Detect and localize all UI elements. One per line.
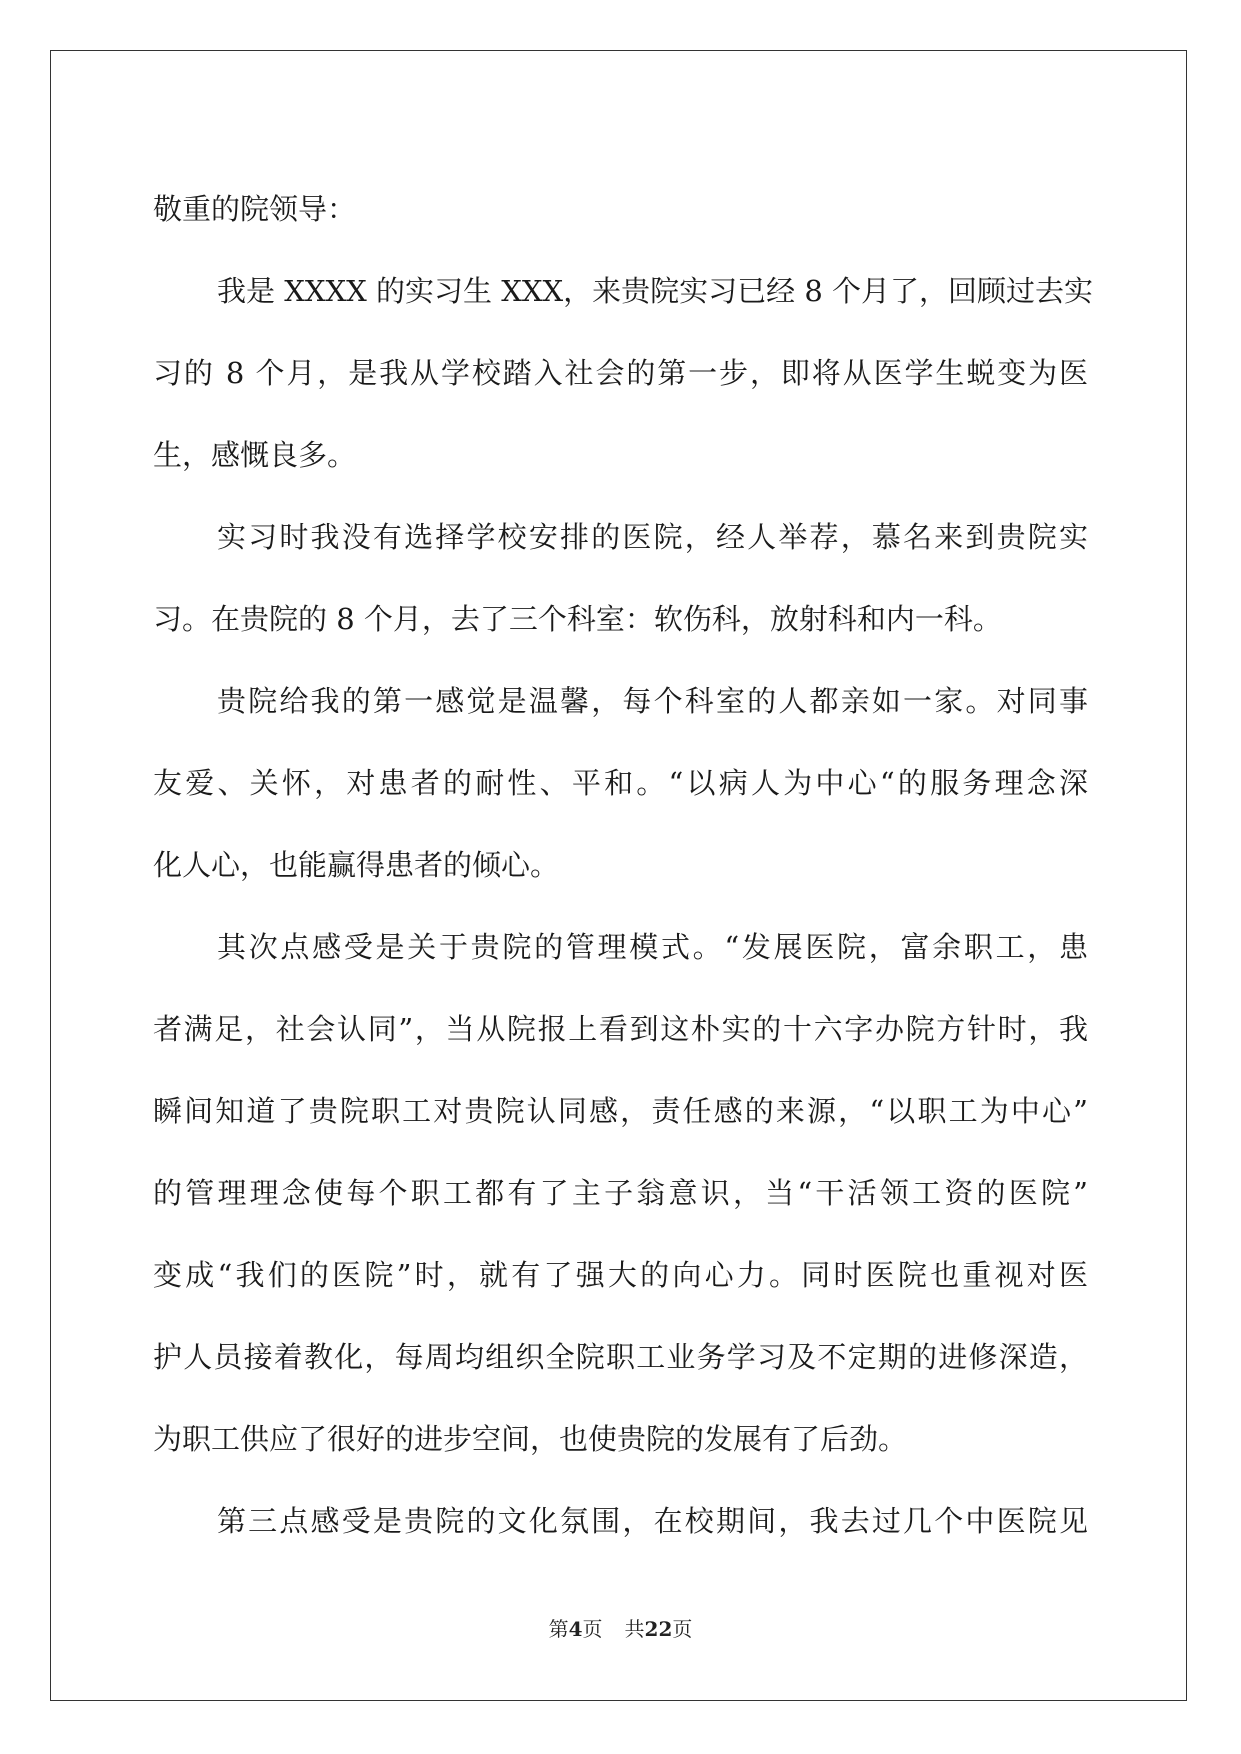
text-line: 友爱、关怀，对患者的耐性、平和。“以病人为中心“的服务理念深	[153, 766, 1088, 800]
text-line: 者满足，社会认同”，当从院报上看到这朴实的十六字办院方针时，我	[153, 1012, 1088, 1046]
text-line: 贵院给我的第一感觉是温馨，每个科室的人都亲如一家。对同事	[217, 684, 1088, 718]
text-line: 生，感慨良多。	[153, 438, 357, 472]
text-line: 的管理理念使每个职工都有了主子翁意识，当“干活领工资的医院”	[153, 1176, 1088, 1210]
document-body	[153, 168, 1094, 1562]
page-number: 4	[568, 1617, 583, 1641]
text-line: 化人心，也能赢得患者的倾心。	[153, 848, 560, 882]
text-line: 变成“我们的医院”时，就有了强大的向心力。同时医院也重视对医	[153, 1258, 1088, 1292]
text-line: 护人员接着教化，每周均组织全院职工业务学习及不定期的进修深造，	[153, 1340, 1088, 1374]
text-line: 瞬间知道了贵院职工对贵院认同感，责任感的来源，“以职工为中心”	[153, 1094, 1088, 1128]
page-total: 22	[644, 1617, 673, 1641]
text-line: 我是 XXXX 的实习生 XXX，来贵院实习已经 8 个月了，回顾过去实	[217, 274, 1094, 308]
text-line: 实习时我没有选择学校安排的医院，经人举荐，慕名来到贵院实	[217, 520, 1088, 554]
total-suffix: 页	[672, 1617, 693, 1641]
text-line: 第三点感受是贵院的文化氛围，在校期间，我去过几个中医院见	[217, 1504, 1088, 1538]
page-prefix: 第	[548, 1617, 569, 1641]
page-suffix: 页	[582, 1617, 603, 1641]
text-line: 为职工供应了很好的进步空间，也使贵院的发展有了后劲。	[153, 1422, 908, 1456]
page-footer	[0, 1613, 1241, 1642]
total-prefix: 共	[624, 1617, 645, 1641]
text-line: 其次点感受是关于贵院的管理模式。“发展医院，富余职工，患	[217, 930, 1088, 964]
text-line: 习。在贵院的 8 个月，去了三个科室：软伤科，放射科和内一科。	[153, 602, 1002, 636]
text-line: 敬重的院领导：	[153, 192, 357, 226]
text-line: 习的 8 个月，是我从学校踏入社会的第一步，即将从医学生蜕变为医	[153, 356, 1088, 390]
